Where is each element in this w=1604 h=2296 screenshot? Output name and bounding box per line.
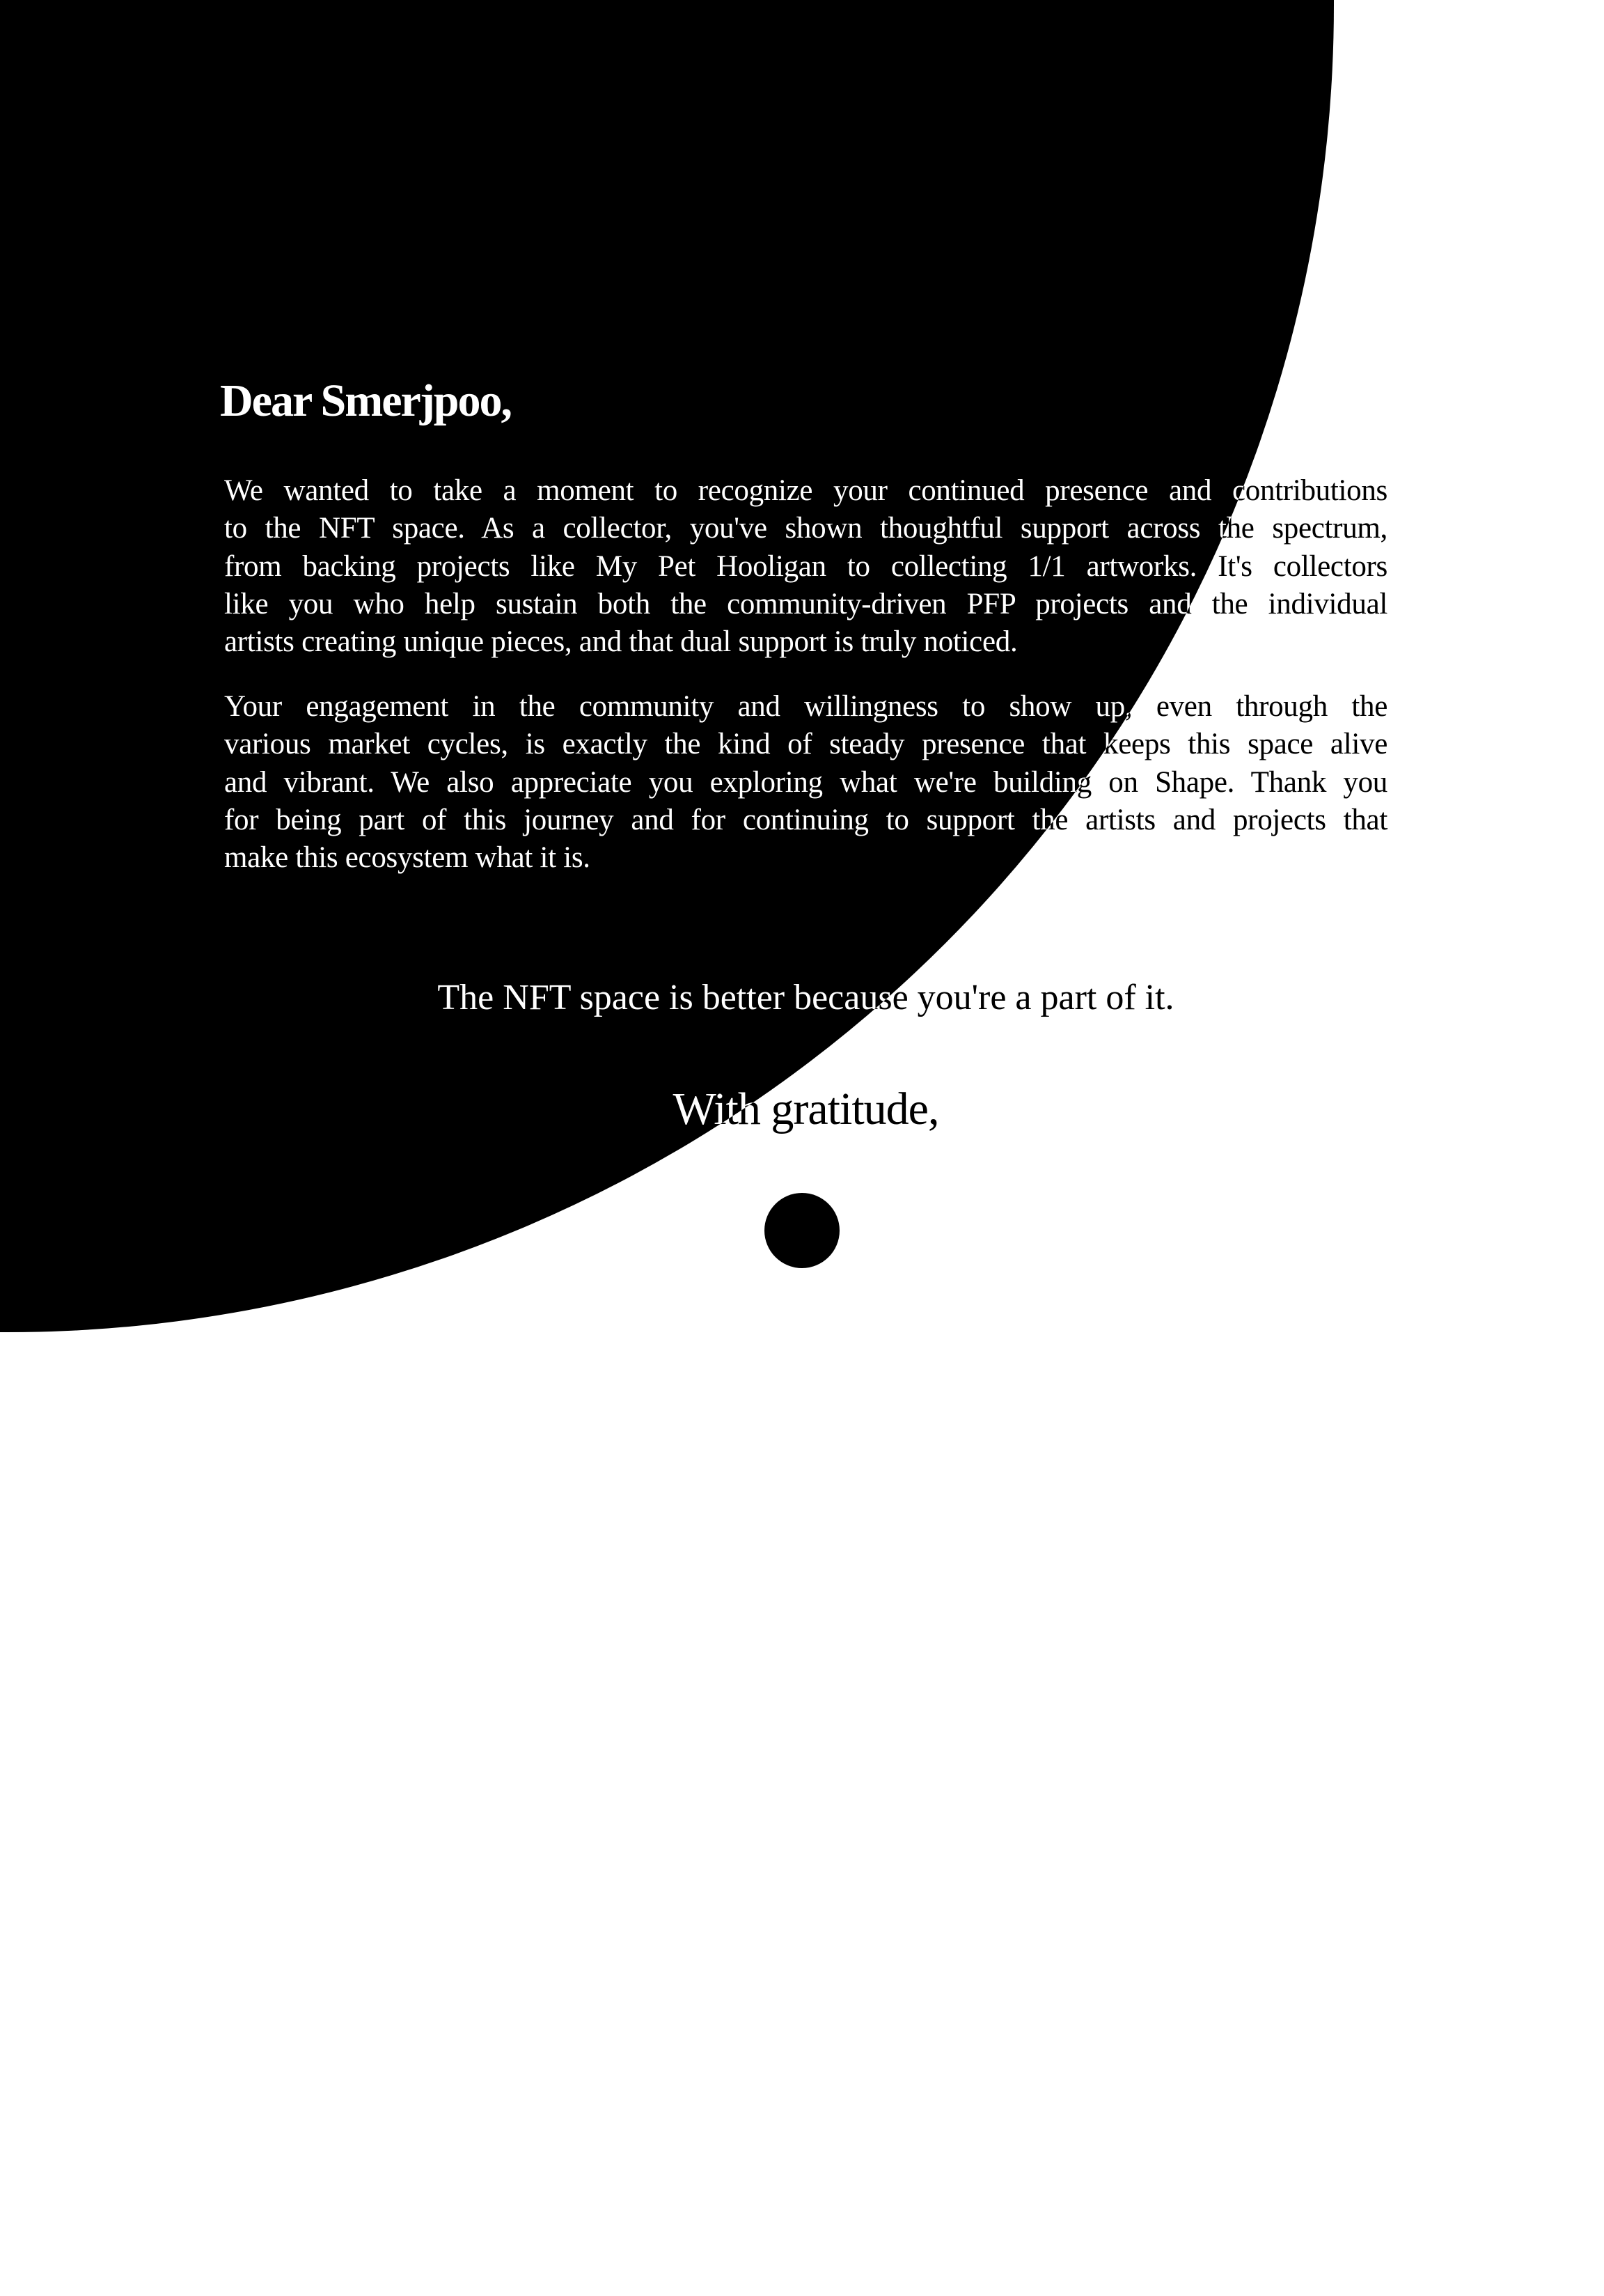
paragraph-line: Your engagement in the community and willingness to show up, even through the <box>224 690 1387 723</box>
paragraph-line: for being part of this journey and for continuing to support the artists and projects that <box>224 803 1387 836</box>
signoff: With gratitude, <box>673 1084 939 1134</box>
paragraph-2 <box>224 688 1387 877</box>
paragraph-line: artists creating unique pieces, and that dual support is truly noticed. <box>224 625 1018 659</box>
salutation: Dear Smerjpoo, <box>220 375 512 426</box>
paragraph-line: like you who help sustain both the community-driven PFP projects and the individual <box>224 587 1387 620</box>
paragraph-line: and vibrant. We also appreciate you exploring what we're building on Shape. Thank you <box>224 765 1387 799</box>
paragraph-1 <box>224 472 1387 661</box>
paragraph-line: We wanted to take a moment to recognize your continued presence and contributions <box>224 474 1387 507</box>
signature-dot-icon <box>764 1193 840 1268</box>
closing-line: The NFT space is better because you're a part of it. <box>437 978 1174 1017</box>
paragraph-line: from backing projects like My Pet Hooligan to collecting 1/1 artworks. It's collectors <box>224 549 1387 583</box>
paragraph-line: various market cycles, is exactly the kind of steady presence that keeps this space alive <box>224 728 1387 761</box>
paragraph-line: make this ecosystem what it is. <box>224 841 590 875</box>
paragraph-line: to the NFT space. As a collector, you've shown thoughtful support across the spectrum, <box>224 512 1387 545</box>
